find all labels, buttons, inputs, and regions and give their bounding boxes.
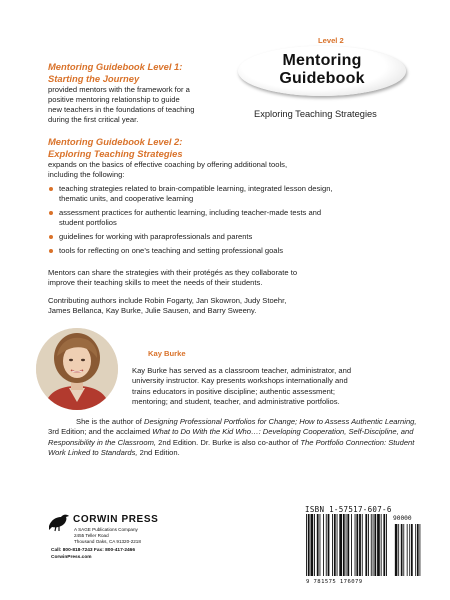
text-line: guidelines for working with paraprofessionals and parents (59, 232, 253, 241)
bullet-icon (49, 211, 53, 215)
text-line: teaching strategies related to brain-compatible learning, integrated lesson design, (59, 184, 333, 193)
list-item (48, 184, 388, 204)
barcode-bar (381, 514, 382, 576)
level-label: Level 2 (318, 36, 344, 45)
bullet-icon (49, 249, 53, 253)
barcode-addon-bar (409, 524, 410, 576)
level2-title (48, 136, 183, 160)
text-line: trains educators in positive discipline; authentic assessment; (132, 386, 336, 396)
publisher-address1: 2455 Teller Road (74, 533, 109, 538)
barcode-addon-bar (403, 524, 404, 576)
barcode-addon-bar (411, 524, 413, 576)
barcode-bar (306, 514, 307, 576)
barcode-addon-bar (420, 524, 421, 576)
author-books (48, 417, 418, 459)
barcode-bar (355, 514, 356, 576)
barcode-addon-bar (417, 524, 419, 576)
text-line: Kay Burke has served as a classroom teacher, administrator, and (132, 366, 352, 375)
logo-title-line2: Guidebook (279, 70, 365, 87)
list-item (48, 232, 388, 242)
text-line: new teachers in the foundations of teaching (48, 104, 195, 114)
text-line: Mentors can share the strategies with their protégés as they collaborate to (48, 268, 298, 277)
book-title: What to Do With the Kid Who…: Developing Cooperation, Self-Discipline, and Responsibility in the Classroom, (48, 427, 414, 447)
publisher-company: A SAGE Publications Company (74, 527, 138, 532)
text-line: thematic units, and cooperative learning (59, 194, 194, 203)
barcode-addon-bar (401, 524, 403, 576)
text-line: positive mentoring relationship to guide (48, 94, 180, 104)
text-line: mentoring; and student, teacher, and administrative portfolios. (132, 397, 340, 407)
corwin-raven-icon (47, 512, 71, 537)
barcode-bar (323, 514, 324, 576)
contributors-paragraph (48, 296, 286, 316)
list-item (48, 208, 388, 228)
barcode-bar (374, 514, 376, 576)
barcode-bar (371, 514, 372, 576)
barcode-bar (308, 514, 310, 576)
list-item (48, 246, 388, 256)
barcode-bar (337, 514, 338, 576)
text-line: provided mentors with the framework for a (48, 85, 190, 94)
barcode-bar (359, 514, 361, 576)
publisher-phone: Call: 800-818-7243 Fax: 800-417-2466 (51, 548, 136, 553)
barcode-bar (332, 514, 333, 576)
logo-subtitle: Exploring Teaching Strategies (254, 109, 377, 119)
book-titles: Designing Professional Portfolios for Change; How to Assess Authentic Learning, (143, 417, 417, 426)
barcode-bar (317, 514, 319, 576)
level1-title-line2: Starting the Journey (48, 73, 140, 84)
level1-description (48, 85, 195, 125)
isbn-barcode (304, 514, 424, 580)
text-line: during the first critical year. (48, 114, 139, 124)
level1-title-line1: Mentoring Guidebook Level 1: (48, 61, 183, 72)
author-bio (132, 366, 422, 408)
level2-title-line1: Mentoring Guidebook Level 2: (48, 136, 183, 147)
barcode-digits: 9 781575 176079 (306, 579, 363, 585)
closing-paragraph (48, 268, 297, 288)
books-text: 2nd Edition. (137, 448, 180, 458)
barcode-addon-bar (415, 524, 416, 576)
barcode-bar (347, 514, 349, 576)
barcode-bar (311, 514, 314, 576)
barcode-bar (368, 514, 369, 576)
level2-title-line2: Exploring Teaching Strategies (48, 148, 183, 159)
text-line: student portfolios (59, 218, 117, 227)
barcode-addon-digits: 90000 (393, 515, 412, 522)
publisher-name: CORWIN PRESS (73, 514, 159, 525)
text-line: university instructor. Kay presents workshops internationally and (132, 376, 348, 386)
books-text: 2nd Edition. Dr. Burke is also co-author of (156, 437, 301, 447)
books-text: She is the author of (76, 417, 144, 426)
barcode-bar (343, 514, 345, 576)
barcode-addon-bar (395, 524, 398, 576)
book-title: The Portfolio Connection: Student Work Linked to Standards, (48, 437, 415, 458)
barcode-bar (346, 514, 347, 576)
level1-title (48, 61, 182, 85)
barcode-addon-bar (407, 524, 408, 576)
author-photo (36, 328, 118, 410)
text-line: Contributing authors include Robin Fogarty, Jan Skowron, Judy Stoehr, (48, 296, 287, 305)
isbn-label: ISBN 1-57517-607-6 (305, 505, 392, 514)
text-line: including the following: (48, 169, 125, 179)
barcode-bar (383, 514, 385, 576)
barcode-bar (339, 514, 342, 576)
barcode-bar (386, 514, 387, 576)
text-line: tools for reflecting on one’s teaching and setting professional goals (59, 246, 284, 255)
bullet-icon (49, 235, 53, 239)
barcode-bar (328, 514, 330, 576)
strategy-list (48, 184, 388, 260)
barcode-bar (373, 514, 374, 576)
barcode-bar (351, 514, 352, 576)
barcode-bar (362, 514, 363, 576)
text-line: assessment practices for authentic learning, including teacher-made tests and (59, 208, 322, 217)
publisher-website: CorwinPress.com (51, 555, 92, 560)
barcode-addon-bar (398, 524, 399, 576)
books-text: 3rd Edition; and the acclaimed (48, 427, 153, 437)
text-line: improve their teaching skills to meet the needs of their students. (48, 277, 263, 287)
barcode-bar (320, 514, 321, 576)
barcode-bar (377, 514, 380, 576)
barcode-bar (334, 514, 336, 576)
barcode-bar (314, 514, 315, 576)
level2-description (48, 160, 287, 180)
logo-title-line1: Mentoring (282, 52, 362, 69)
barcode-bar (365, 514, 367, 576)
barcode-bar (356, 514, 358, 576)
barcode-bar (326, 514, 327, 576)
text-line: expands on the basics of effective coaching by offering additional tools, (48, 160, 288, 169)
publisher-address2: Thousand Oaks, CA 91320-2218 (74, 539, 141, 544)
author-name: Kay Burke (148, 349, 186, 358)
text-line: James Bellanca, Kay Burke, Julie Sausen, and Barry Sweeny. (48, 305, 257, 315)
bullet-icon (49, 187, 53, 191)
